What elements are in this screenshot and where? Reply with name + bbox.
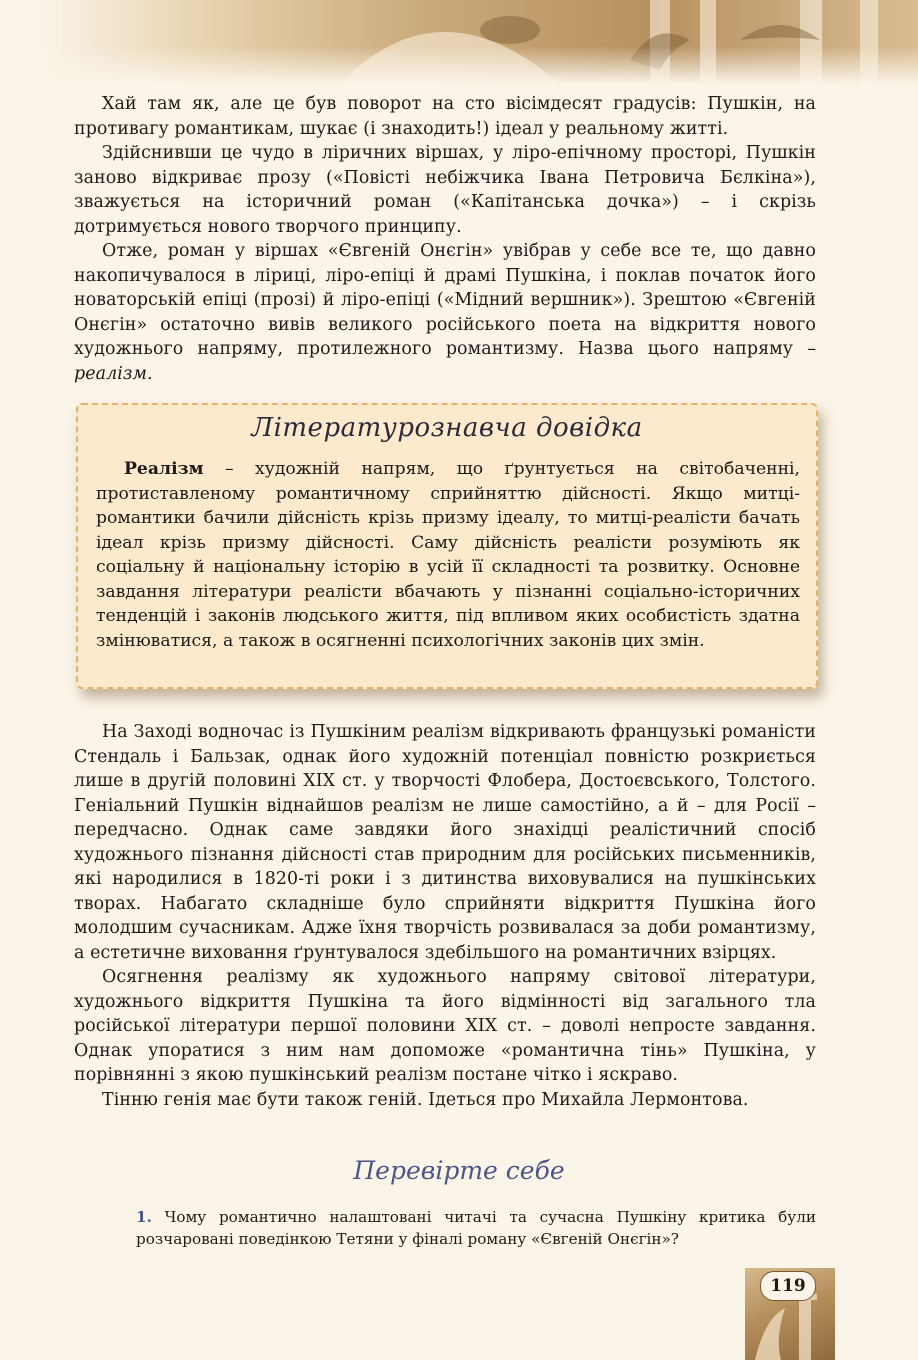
body-text-top: [74, 92, 816, 386]
reference-definition: – художній напрям, що ґрунтується на світобаченні, протиставленому романтичному сприйняттю дійсності. Якщо митці-романтики бачили дійсність крізь призму ідеалу, то митці-реалісти бачать ідеал крізь призму дійсності. Саму дійсність реалісти розуміють як соціальну й національну історію в усій її складності та розвитку. Основне завдання літератури реалісти вбачають у пізнанні соціально-історичних тенденцій і законів людського життя, під впливом яких особистість здатна змінюватися, а також в осягненні психологічних законів цих змін.: [96, 459, 800, 651]
sentence-period: .: [147, 363, 153, 384]
header-architecture-image: [40, 0, 918, 84]
architecture-icon: [40, 0, 918, 84]
reference-term: Реалізм: [124, 459, 204, 479]
body-text-bottom: [74, 720, 816, 1112]
paragraph: На Заході водночас із Пушкіним реалізм відкривають французькі романісти Стендаль і Бальзак, однак його художній потенціал повністю розкриється лише в другій половині XIX ст. у творчості Флобера, Достоєвського, Толстого. Геніальний Пушкін віднайшов реалізм не лише самостійно, а й – для Росії – передчасно. Однак саме завдяки його знахідці реалістичний спосіб художнього пізнання дійсності став природним для російських письменників, які народилися в 1820-ті роки і з дитинства виховувалися на пушкінських творах. Набагато складніше було сприйняти відкриття Пушкіна його молодшим сучасникам. Адже їхня творчість розвивалася за доби романтизму, а естетичне виховання ґрунтувалося здебільшого на романтичних взірцях.: [74, 722, 816, 963]
reference-box-text: [96, 457, 800, 653]
page-number: 119: [760, 1271, 816, 1301]
question-text: Чому романтично налаштовані читачі та сучасна Пушкіну критика були розчаровані поведінкою Тетяни у фіналі роману «Євгеній Онєгін»?: [136, 1208, 816, 1248]
paragraph: Тінню генія має бути також геній. Ідеться про Михайла Лермонтова.: [102, 1089, 749, 1110]
term-realism: реалізм: [74, 363, 148, 384]
question-number: 1.: [136, 1208, 152, 1226]
question-item: [136, 1206, 816, 1250]
paragraph: Здійснивши це чудо в ліричних віршах, у ліро-епічному просторі, Пушкін заново відкриває прозу («Повісті небіжчика Івана Петровича Бєлкіна»), зважується на історичний роман («Капітанська дочка») – і скрізь дотримується нового творчого принципу.: [74, 143, 816, 237]
paragraph-text: Отже, роман у віршах «Євгеній Онєгін» увібрав у себе все те, що давно накопичувалося в ліриці, ліро-епіці й драмі Пушкіна, і поклав початок його новаторській епіці (прозі) й ліро-епіці («Мідний вершник»). Зрештою «Євгеній Онєгін» остаточно вивів великого російського поета на відкриття нового художнього напряму, протилежного романтизму. Назва цього напряму –: [74, 241, 816, 359]
self-check-heading: Перевірте себе: [353, 1156, 565, 1185]
paragraph: [74, 239, 816, 386]
reference-box-title: Літературознавча довідка: [251, 413, 643, 443]
paragraph: Хай там як, але це був поворот на сто вісімдесят градусів: Пушкін, на противагу романтикам, шукає (і знаходить!) ідеал у реальному житті.: [74, 94, 816, 139]
literary-reference-box: [76, 403, 818, 689]
paragraph: Осягнення реалізму як художнього напряму світової літератури, художнього відкриття Пушкіна та його відмінності від загального тла російської літератури першої половини XIX ст. – доволі непросте завдання. Однак упоратися з ним нам допоможе «романтична тінь» Пушкіна, у порівнянні з якою пушкінський реалізм постане чітко і яскраво.: [74, 967, 816, 1085]
